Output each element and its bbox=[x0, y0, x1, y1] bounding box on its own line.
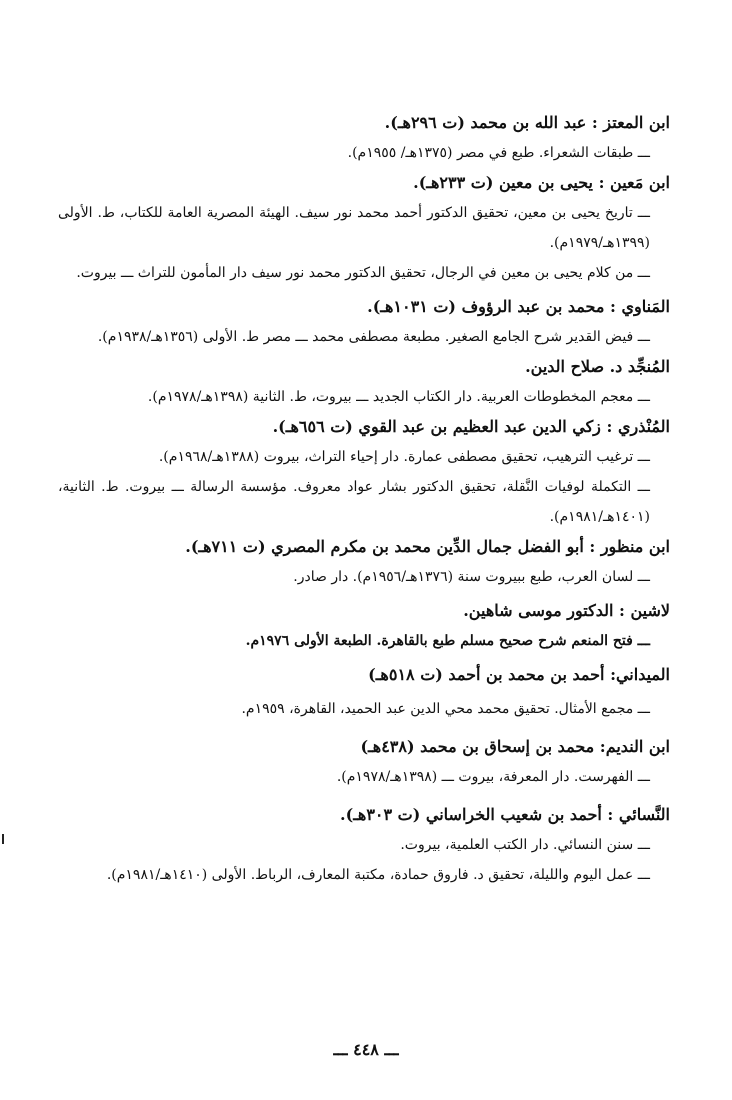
page-number: ـــ ٤٤٨ ـــ bbox=[333, 1040, 399, 1059]
bib-entry-lashin bbox=[58, 596, 670, 656]
reference: ـــ تاريخ يحيى بن معين، تحقيق الدكتور أحمد محمد نور سيف. الهيئة المصرية العامة للكتاب، ط. الأولى (١٣٩٩هـ/١٩٧٩م). bbox=[58, 205, 650, 251]
bib-entry-ibn-main bbox=[58, 168, 670, 288]
author-name: الميداني: bbox=[610, 665, 670, 684]
reference: ـــ سنن النسائي. دار الكتب العلمية، بيروت. bbox=[400, 837, 650, 853]
author-full-name: زكي الدين عبد العظيم بن عبد القوي (ت ٦٥٦هـ). bbox=[272, 417, 601, 436]
reference: ـــ عمل اليوم والليلة، تحقيق د. فاروق حمادة، مكتبة المعارف، الرباط. الأولى (١٤١٠هـ/١٩٨١م). bbox=[106, 867, 650, 883]
author-name: المُنجِّد bbox=[627, 357, 670, 376]
entry-heading bbox=[58, 412, 670, 442]
bib-entry-ibn-al-mutazz bbox=[58, 108, 670, 168]
reference: ـــ مجمع الأمثال. تحقيق محمد محي الدين عبد الحميد، القاهرة، ١٩٥٩م. bbox=[241, 701, 650, 717]
author-full-name: يحيى بن معين (ت ٢٣٣هـ). bbox=[413, 173, 593, 192]
bibliography-page bbox=[58, 108, 670, 890]
author-full-name: أبو الفضل جمال الدِّين محمد بن مكرم المصري (ت ٧١١هـ). bbox=[185, 537, 584, 556]
reference: ـــ فتح المنعم شرح صحيح مسلم طبع بالقاهرة. الطبعة الأولى ١٩٧٦م. bbox=[245, 633, 650, 649]
entry-heading bbox=[58, 292, 670, 322]
entry-heading bbox=[58, 532, 670, 562]
author-name: المَناوي bbox=[621, 297, 670, 316]
separator: : bbox=[604, 297, 622, 316]
bib-entry-al-manawi bbox=[58, 292, 670, 352]
entry-heading bbox=[58, 660, 670, 690]
entry-heading bbox=[58, 596, 670, 626]
author-full-name: عبد الله بن محمد (ت ٢٩٦هـ). bbox=[384, 113, 587, 132]
author-full-name: الدكتور موسى شاهين. bbox=[463, 601, 614, 620]
author-name: المُنْذري bbox=[617, 417, 670, 436]
bib-entry-al-maydani bbox=[58, 660, 670, 724]
reference: ـــ معجم المخطوطات العربية. دار الكتاب الجديد ـــ بيروت، ط. الثانية (١٣٩٨هـ/١٩٧٨م). bbox=[147, 389, 650, 405]
author-full-name: أحمد بن شعيب الخراساني (ت ٣٠٣هـ). bbox=[340, 805, 602, 824]
author-name: ابن المعتز bbox=[603, 113, 670, 132]
bib-entry-al-nasai bbox=[58, 800, 670, 890]
reference: ـــ لسان العرب، طبع ببيروت سنة (١٣٧٦هـ/١٩٥٦م). دار صادر. bbox=[293, 569, 650, 585]
author-name: النَّسائي bbox=[618, 805, 670, 824]
separator: : bbox=[600, 417, 618, 436]
author-name: لاشين bbox=[630, 601, 670, 620]
author-full-name: د. صلاح الدين. bbox=[525, 357, 623, 376]
entry-heading bbox=[58, 352, 670, 382]
reference: ـــ من كلام يحيى بن معين في الرجال، تحقيق الدكتور محمد نور سيف دار المأمون للتراث ـــ بيروت. bbox=[76, 265, 650, 281]
bib-entry-al-munajjid bbox=[58, 352, 670, 412]
author-name: ابن مَعين bbox=[610, 173, 670, 192]
entry-heading bbox=[58, 108, 670, 138]
author-full-name: أحمد بن محمد بن أحمد (ت ٥١٨هـ) bbox=[368, 665, 605, 684]
author-full-name: محمد بن عبد الرؤوف (ت ١٠٣١هـ). bbox=[367, 297, 605, 316]
bib-entry-ibn-al-nadim bbox=[58, 732, 670, 792]
separator: : bbox=[601, 805, 619, 824]
author-full-name: محمد بن إسحاق بن محمد (٤٣٨هـ) bbox=[360, 737, 595, 756]
bib-entry-al-mundhiri bbox=[58, 412, 670, 532]
separator: : bbox=[593, 173, 611, 192]
separator: : bbox=[583, 537, 601, 556]
reference: ـــ التكملة لوفيات النَّقلة، تحقيق الدكتور بشار عواد معروف. مؤسسة الرسالة ـــ بيروت. ط. الثانية، (١٤٠١هـ/١٩٨١م). bbox=[58, 479, 650, 525]
entry-heading bbox=[58, 732, 670, 762]
reference: ـــ الفهرست. دار المعرفة، بيروت ـــ (١٣٩٨هـ/١٩٧٨م). bbox=[336, 769, 650, 785]
author-name: ابن منظور bbox=[600, 537, 670, 556]
entry-heading bbox=[58, 800, 670, 830]
reference: ـــ فيض القدير شرح الجامع الصغير. مطبعة مصطفى محمد ـــ مصر ط. الأولى (١٣٥٦هـ/١٩٣٨م). bbox=[97, 329, 650, 345]
reference: ـــ طبقات الشعراء. طبع في مصر (١٣٧٥هـ/ ١٩٥٥م). bbox=[347, 145, 650, 161]
separator: : bbox=[586, 113, 604, 132]
entry-heading bbox=[58, 168, 670, 198]
bib-entry-ibn-manzur bbox=[58, 532, 670, 592]
reference: ـــ ترغيب الترهيب، تحقيق مصطفى عمارة. دار إحياء التراث، بيروت (١٣٨٨هـ/١٩٦٨م). bbox=[158, 449, 650, 465]
margin-mark bbox=[2, 834, 4, 844]
author-name: ابن النديم: bbox=[599, 737, 670, 756]
separator: : bbox=[613, 601, 631, 620]
